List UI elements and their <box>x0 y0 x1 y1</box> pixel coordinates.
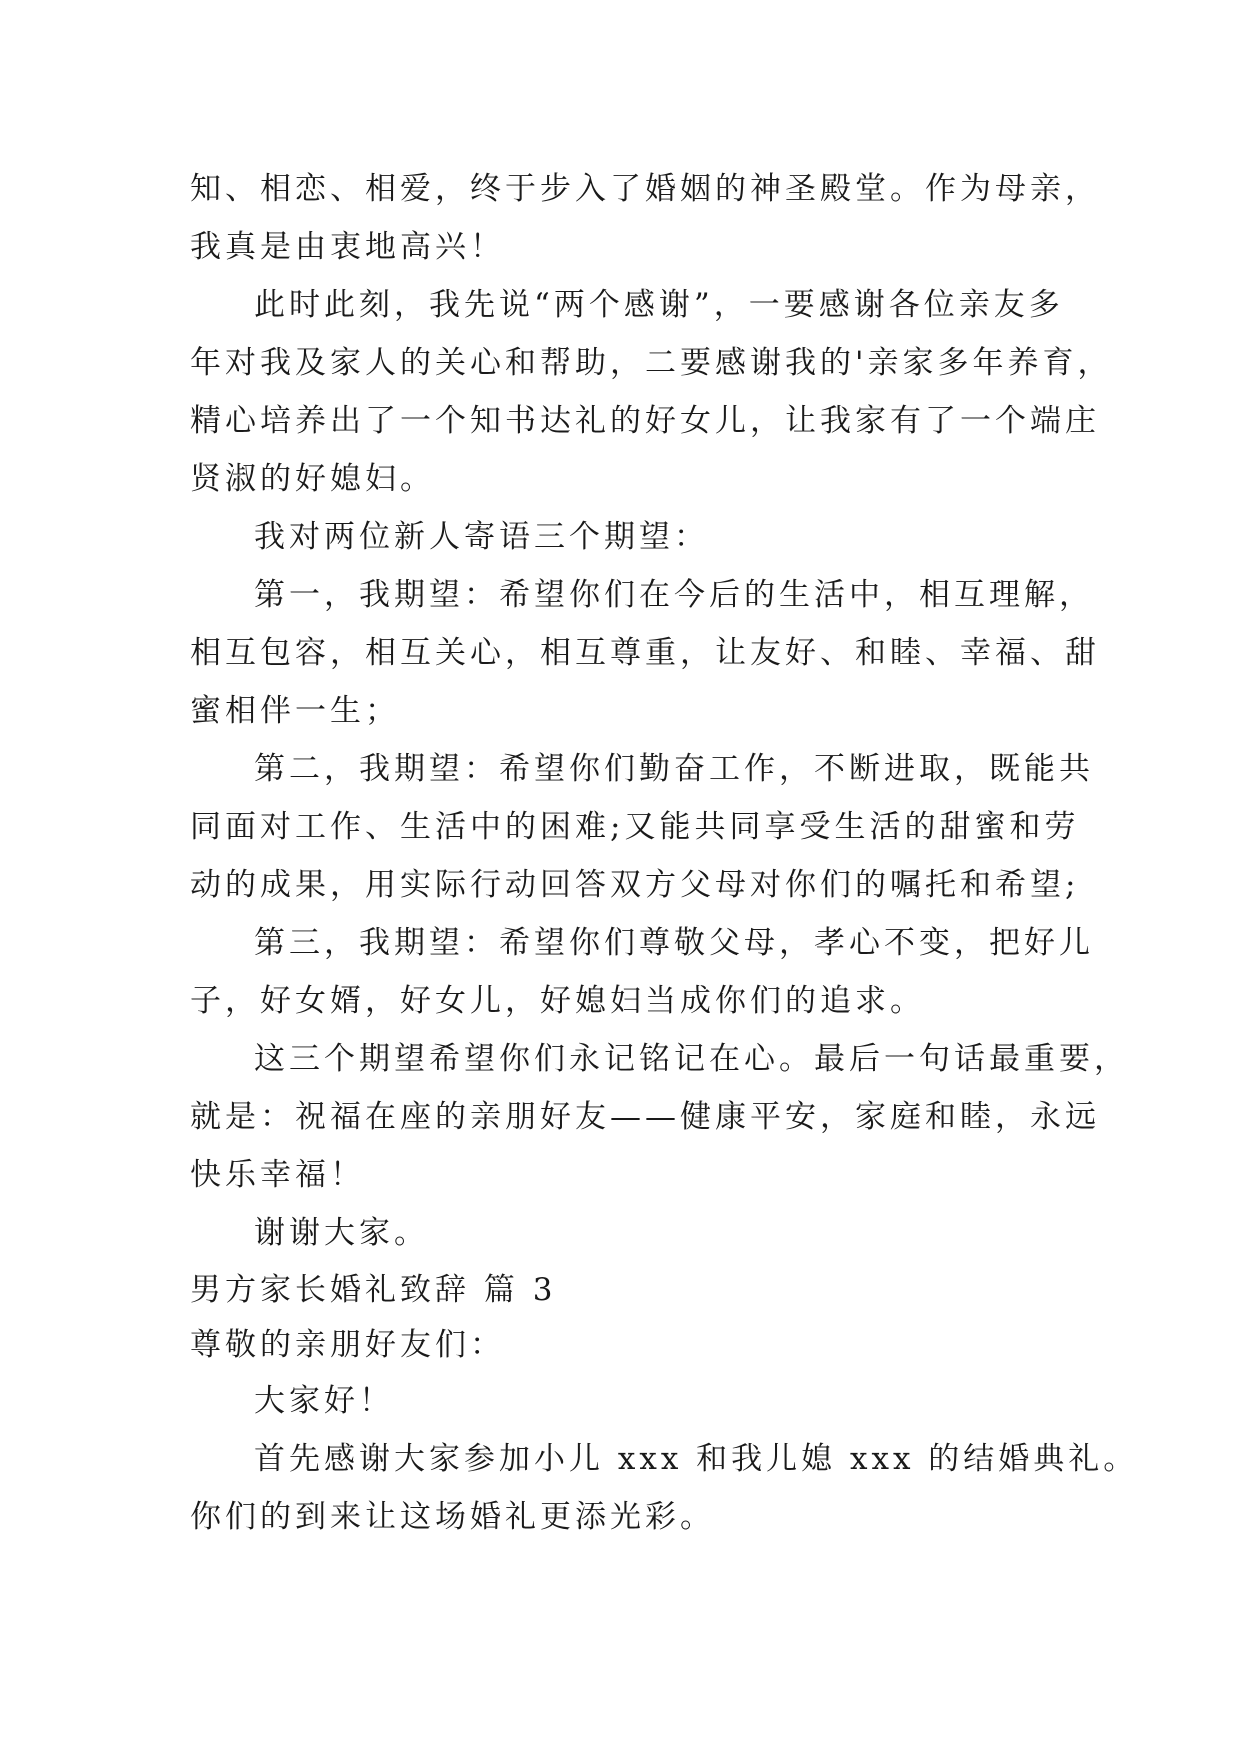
paragraph-line: 蜜相伴一生； <box>190 693 400 729</box>
paragraph-line: 第三，我期望：希望你们尊敬父母，孝心不变，把好儿 <box>254 925 1094 961</box>
paragraph-line: 第二，我期望：希望你们勤奋工作，不断进取，既能共 <box>254 751 1094 787</box>
paragraph-line: 谢谢大家。 <box>254 1215 429 1251</box>
document-body <box>190 160 1139 1546</box>
section-heading: 男方家长婚礼致辞 篇 3 <box>190 1272 557 1308</box>
paragraph-line: 年对我及家人的关心和帮助，二要感谢我的'亲家多年养育， <box>190 345 1113 381</box>
paragraph-line: 相互包容，相互关心，相互尊重，让友好、和睦、幸福、甜 <box>190 635 1100 671</box>
salutation-line: 尊敬的亲朋好友们： <box>190 1327 505 1363</box>
paragraph-line: 同面对工作、生活中的困难;又能共同享受生活的甜蜜和劳 <box>190 809 1080 845</box>
paragraph-line: 快乐幸福！ <box>190 1157 365 1193</box>
paragraph-line: 就是：祝福在座的亲朋好友——健康平安，家庭和睦，永远 <box>190 1099 1100 1135</box>
paragraph-line: 知、相恋、相爱，终于步入了婚姻的神圣殿堂。作为母亲， <box>190 171 1100 207</box>
paragraph-line: 动的成果，用实际行动回答双方父母对你们的嘱托和希望; <box>190 867 1080 903</box>
paragraph-line: 我真是由衷地高兴！ <box>190 229 505 265</box>
paragraph-line: 大家好！ <box>254 1383 394 1419</box>
paragraph-line: 我对两位新人寄语三个期望： <box>254 519 709 555</box>
paragraph-line: 此时此刻，我先说“两个感谢”，一要感谢各位亲友多 <box>254 287 1064 323</box>
paragraph-line: 贤淑的好媳妇。 <box>190 461 435 497</box>
paragraph-line: 首先感谢大家参加小儿 xxx 和我儿媳 xxx 的结婚典礼。 <box>254 1441 1139 1477</box>
paragraph-line: 你们的到来让这场婚礼更添光彩。 <box>190 1499 715 1535</box>
paragraph-line: 这三个期望希望你们永记铭记在心。最后一句话最重要， <box>254 1041 1129 1077</box>
paragraph-line: 子，好女婿，好女儿，好媳妇当成你们的追求。 <box>190 983 925 1019</box>
paragraph-line: 精心培养出了一个知书达礼的好女儿，让我家有了一个端庄 <box>190 403 1100 439</box>
paragraph-line: 第一，我期望：希望你们在今后的生活中，相互理解， <box>254 577 1094 613</box>
